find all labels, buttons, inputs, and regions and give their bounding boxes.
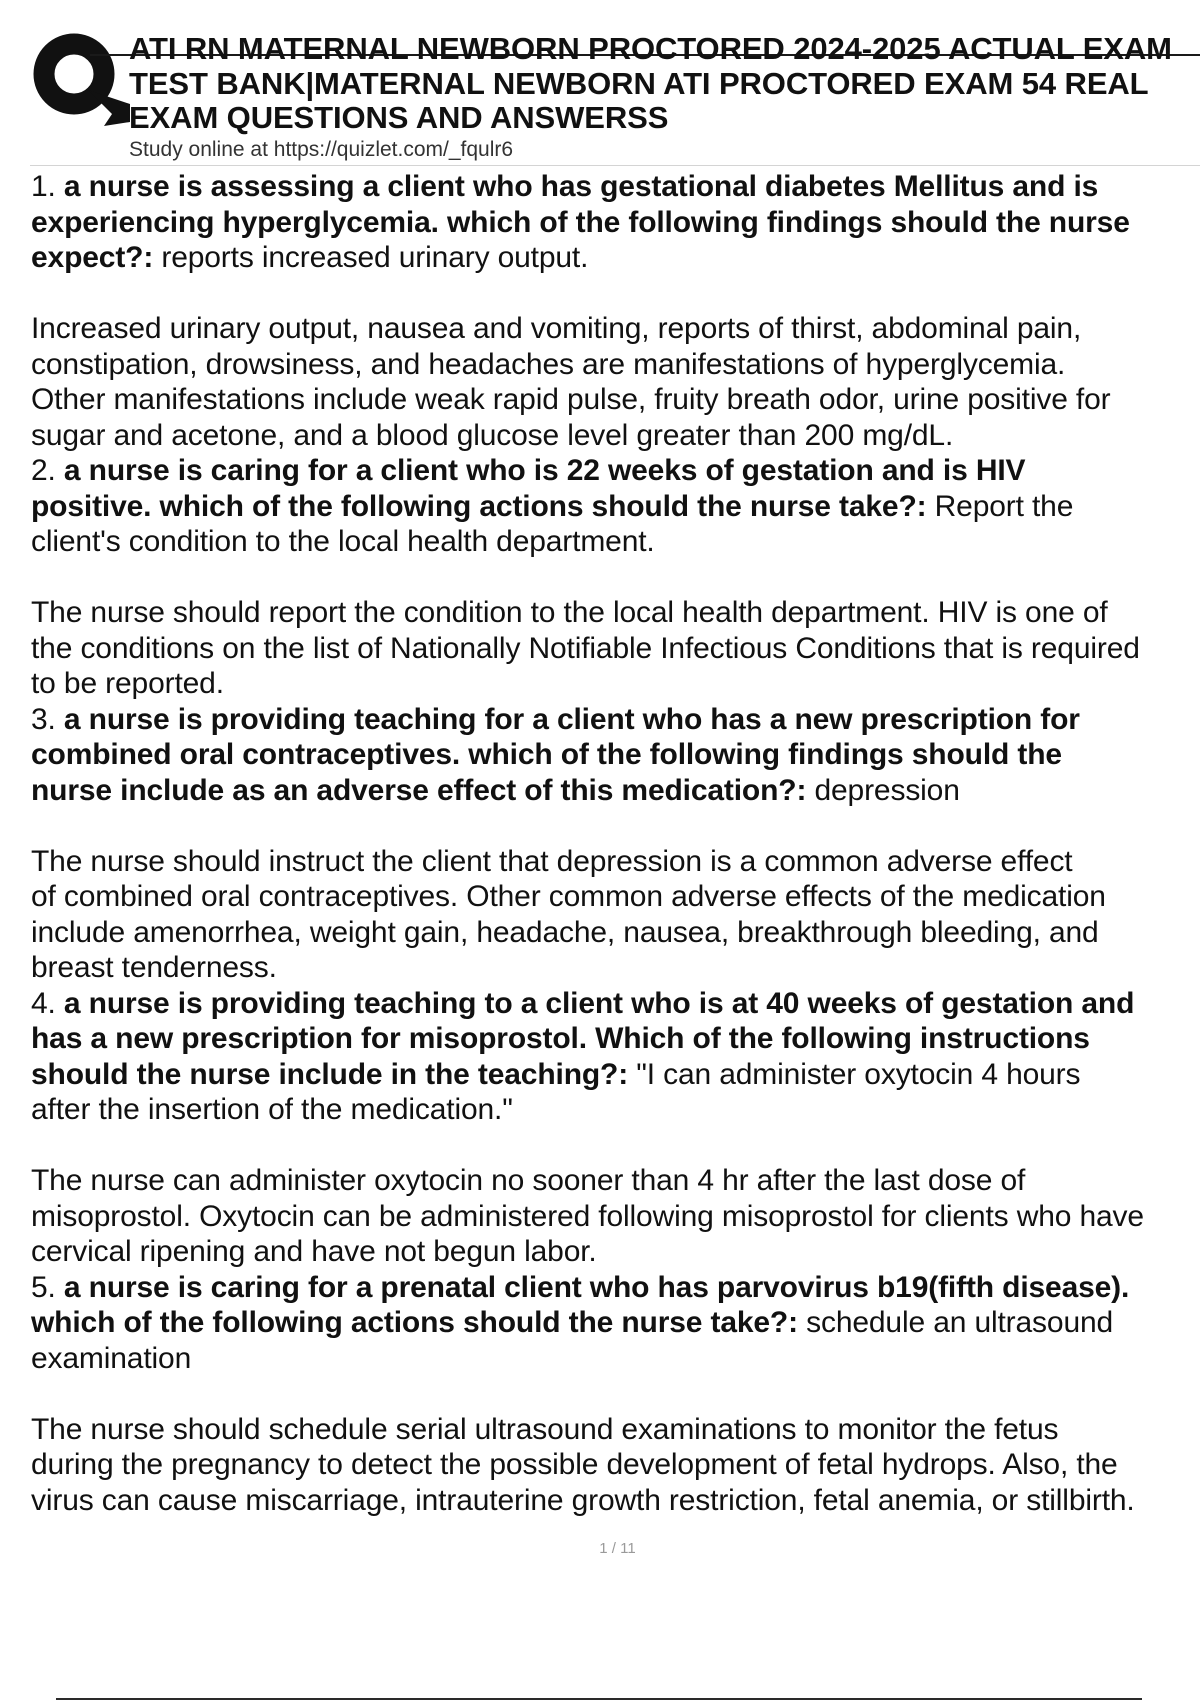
- question-item-2: [31, 453, 1200, 702]
- question-item-1: [31, 169, 1200, 453]
- explanation-line: the conditions on the list of Nationally Notifiable Infectious Conditions that is required: [31, 631, 1140, 665]
- answer-text-continued: client's condition to the local health department.: [31, 525, 655, 558]
- answer-text-continued: examination: [31, 1341, 192, 1375]
- question-item-4: [31, 986, 1200, 1270]
- answer-text: depression: [814, 773, 960, 807]
- explanation-line: Other manifestations include weak rapid pulse, fruity breath odor, urine positive for: [31, 383, 1111, 416]
- explanation-line: include amenorrhea, weight gain, headache, nausea, breakthrough bleeding, and: [31, 915, 1099, 949]
- question-text-line: which of the following actions should the nurse take?:: [31, 1306, 798, 1339]
- explanation-line: The nurse should instruct the client that depression is a common adverse effect: [31, 844, 1073, 878]
- question-text-line: expect?:: [31, 241, 154, 274]
- answer-text: "I can administer oxytocin 4 hours: [636, 1057, 1081, 1091]
- title-line-2: TEST BANK|MATERNAL NEWBORN ATI PROCTORED EXAM 54 REAL: [129, 65, 1149, 101]
- answer-text: reports increased urinary output.: [161, 241, 589, 274]
- document-header: [30, 28, 1200, 168]
- study-online-link[interactable]: Study online at https://quizlet.com/_fqulr6: [129, 138, 514, 161]
- question-text-line: a nurse is providing teaching to a client who is at 40 weeks of gestation and: [63, 986, 1135, 1020]
- question-text-line: a nurse is caring for a prenatal client who has parvovirus b19(fifth disease).: [63, 1270, 1130, 1304]
- question-text-line: a nurse is caring for a client who is 22 weeks of gestation and is HIV: [63, 454, 1026, 487]
- question-number: 2.: [31, 454, 56, 487]
- question-text-line: positive. which of the following actions should the nurse take?:: [31, 489, 927, 523]
- explanation-line: to be reported.: [31, 667, 224, 700]
- question-number: 5.: [31, 1270, 56, 1304]
- explanation-line: constipation, drowsiness, and headaches are manifestations of hyperglycemia.: [31, 347, 1066, 381]
- document-title: [129, 32, 1200, 136]
- question-text-line: combined oral contraceptives. which of the following findings should the: [31, 738, 1062, 771]
- quizlet-logo-icon: [30, 30, 140, 140]
- question-text-line: has a new prescription for misoprostol. Which of the following instructions: [31, 1022, 1090, 1055]
- explanation-line: during the pregnancy to detect the possible development of fetal hydrops. Also, the: [31, 1448, 1118, 1481]
- question-text-line: a nurse is assessing a client who has gestational diabetes Mellitus and is: [63, 170, 1099, 203]
- explanation-line: breast tenderness.: [31, 951, 277, 984]
- question-text-line: should the nurse include in the teaching?:: [31, 1057, 629, 1091]
- explanation-line: cervical ripening and have not begun labor.: [31, 1235, 597, 1268]
- explanation-line: The nurse can administer oxytocin no sooner than 4 hr after the last dose of: [31, 1164, 1026, 1197]
- explanation-line: Increased urinary output, nausea and vomiting, reports of thirst, abdominal pain,: [31, 312, 1082, 345]
- question-item-3: [31, 702, 1200, 986]
- answer-text-continued: after the insertion of the medication.": [31, 1093, 513, 1126]
- explanation-line: The nurse should report the condition to the local health department. HIV is one of: [31, 596, 1108, 629]
- title-line-3: EXAM QUESTIONS AND ANSWERSS: [129, 100, 669, 135]
- question-text-line: experiencing hyperglycemia. which of the following findings should the nurse: [31, 205, 1130, 239]
- question-number: 3.: [31, 702, 56, 736]
- title-line-1: ATI RN MATERNAL NEWBORN PROCTORED 2024-2025 ACTUAL EXAM: [129, 31, 1172, 66]
- explanation-line: of combined oral contraceptives. Other common adverse effects of the medication: [31, 880, 1106, 913]
- question-list: [31, 169, 1200, 1518]
- page-indicator: 1 / 11: [599, 1540, 636, 1557]
- explanation-line: misoprostol. Oxytocin can be administered following misoprostol for clients who have: [31, 1199, 1144, 1233]
- question-number: 4.: [31, 986, 56, 1020]
- answer-text: Report the: [934, 489, 1074, 523]
- answer-text: schedule an ultrasound: [806, 1306, 1114, 1339]
- question-text-line: a nurse is providing teaching for a client who has a new prescription for: [63, 702, 1080, 736]
- explanation-line: The nurse should schedule serial ultrasound examinations to monitor the fetus: [31, 1412, 1059, 1446]
- question-item-5: [31, 1270, 1200, 1519]
- explanation-line: sugar and acetone, and a blood glucose level greater than 200 mg/dL.: [31, 418, 954, 452]
- question-text-line: nurse include as an adverse effect of this medication?:: [31, 773, 807, 807]
- explanation-line: virus can cause miscarriage, intrauterine growth restriction, fetal anemia, or stillbirth.: [31, 1483, 1135, 1517]
- header-divider: [30, 165, 1200, 166]
- question-number: 1.: [31, 170, 56, 203]
